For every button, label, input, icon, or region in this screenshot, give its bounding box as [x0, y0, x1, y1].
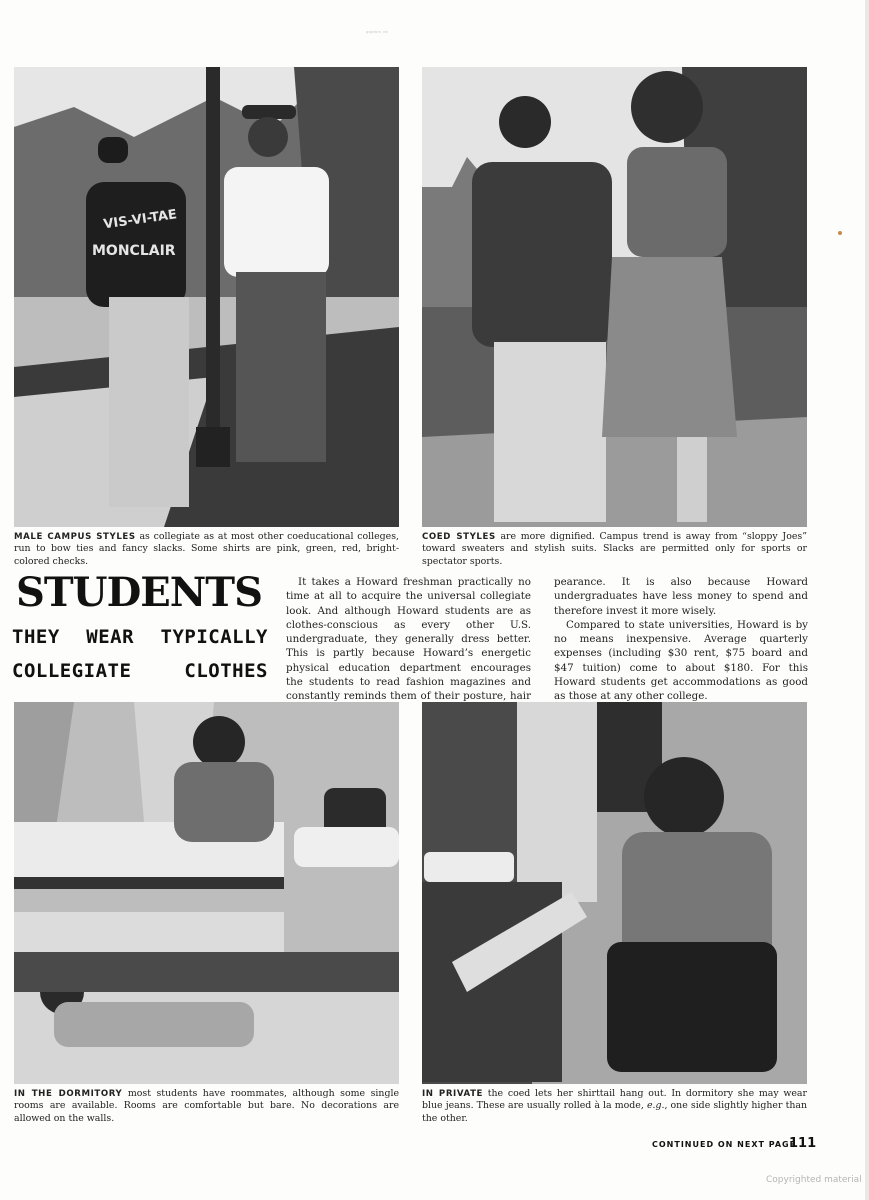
- dormitory-caption: [14, 1088, 399, 1125]
- headline-students: STUDENTS: [16, 569, 262, 616]
- dormitory-image: [14, 702, 399, 1084]
- headline-sub-line-2: COLLEGIATE CLOTHES: [12, 660, 268, 682]
- top-print-mark: ᶢᶦᵍᵉᵇᵐ ᵉᵏ: [366, 30, 389, 37]
- private-caption-lead: IN PRIVATE: [422, 1089, 484, 1099]
- private-caption-text-end: , one side slightly higher than the other.: [422, 1100, 808, 1124]
- in-private-photo: [422, 702, 807, 1084]
- article-paragraph-1-cont: pearance. It is also because Howard undergraduates have less money to spend and therefore invest it more wisely.: [554, 576, 808, 617]
- private-caption-text: the coed lets her shirttail hang out. In dormitory she may wear blue jeans. These are usually rolled à la mode,: [422, 1088, 808, 1112]
- page-blemish: [838, 231, 842, 235]
- coed-styles-photo: [422, 67, 807, 527]
- coed-styles-caption: [422, 531, 807, 568]
- coed-caption-lead: COED STYLES: [422, 532, 496, 542]
- dormitory-caption-text: most students have roommates, although some single rooms are available. Rooms are comfortable but bare. No decorations are allowed on the walls.: [14, 1088, 399, 1124]
- article-paragraph-2: Compared to state universities, Howard is by no means inexpensive. Average quarterly expenses (including $30 rent, $75 board and $47 tuition) come to about $180. For this Howard students get accommodations as good as those at any other college.: [554, 618, 808, 703]
- copyright-notice: Copyrighted material: [766, 1175, 862, 1185]
- male-campus-caption: [14, 531, 399, 568]
- male-campus-styles-photo: [14, 67, 399, 527]
- article-column-2: [554, 575, 808, 704]
- svg-text:MONCLAIR: MONCLAIR: [92, 243, 176, 259]
- coed-caption-text: are more dignified. Campus trend is away from “sloppy Joes” toward sweaters and stylish suits. Slacks are permitted only for sports or spectator sports.: [422, 531, 807, 567]
- continued-on-next-page: CONTINUED ON NEXT PAGE: [652, 1140, 797, 1149]
- coed-styles-image: [422, 67, 807, 527]
- private-caption-italic: e.g.: [646, 1100, 665, 1112]
- article-column-1: [286, 575, 531, 718]
- dormitory-photo: [14, 702, 399, 1084]
- male-caption-lead: MALE CAMPUS STYLES: [14, 532, 136, 542]
- page-number: 111: [789, 1136, 817, 1151]
- in-private-image: [422, 702, 807, 1084]
- article-paragraph-1: It takes a Howard freshman practically no time at all to acquire the universal collegiate look. And although Howard students are as clothes-conscious as every other U.S. undergraduate, they generally dress better. This is partly because Howard’s energetic physical education department encourages the students to read fashion magazines and constantly reminds them of their posture, hair: [286, 576, 531, 703]
- male-caption-text: as collegiate as at most other coeducational colleges, run to bow ties and fancy slacks. Some shirts are pink, green, red, bright-colored checks.: [14, 531, 399, 567]
- male-campus-styles-image: [14, 67, 399, 527]
- svg-text:VIS-VI-TAE: VIS-VI-TAE: [102, 207, 178, 233]
- headline-sub-line-1: THEY WEAR TYPICALLY: [12, 626, 268, 648]
- page-edge: [865, 0, 869, 1200]
- in-private-caption: [422, 1088, 807, 1125]
- dormitory-caption-lead: IN THE DORMITORY: [14, 1089, 123, 1099]
